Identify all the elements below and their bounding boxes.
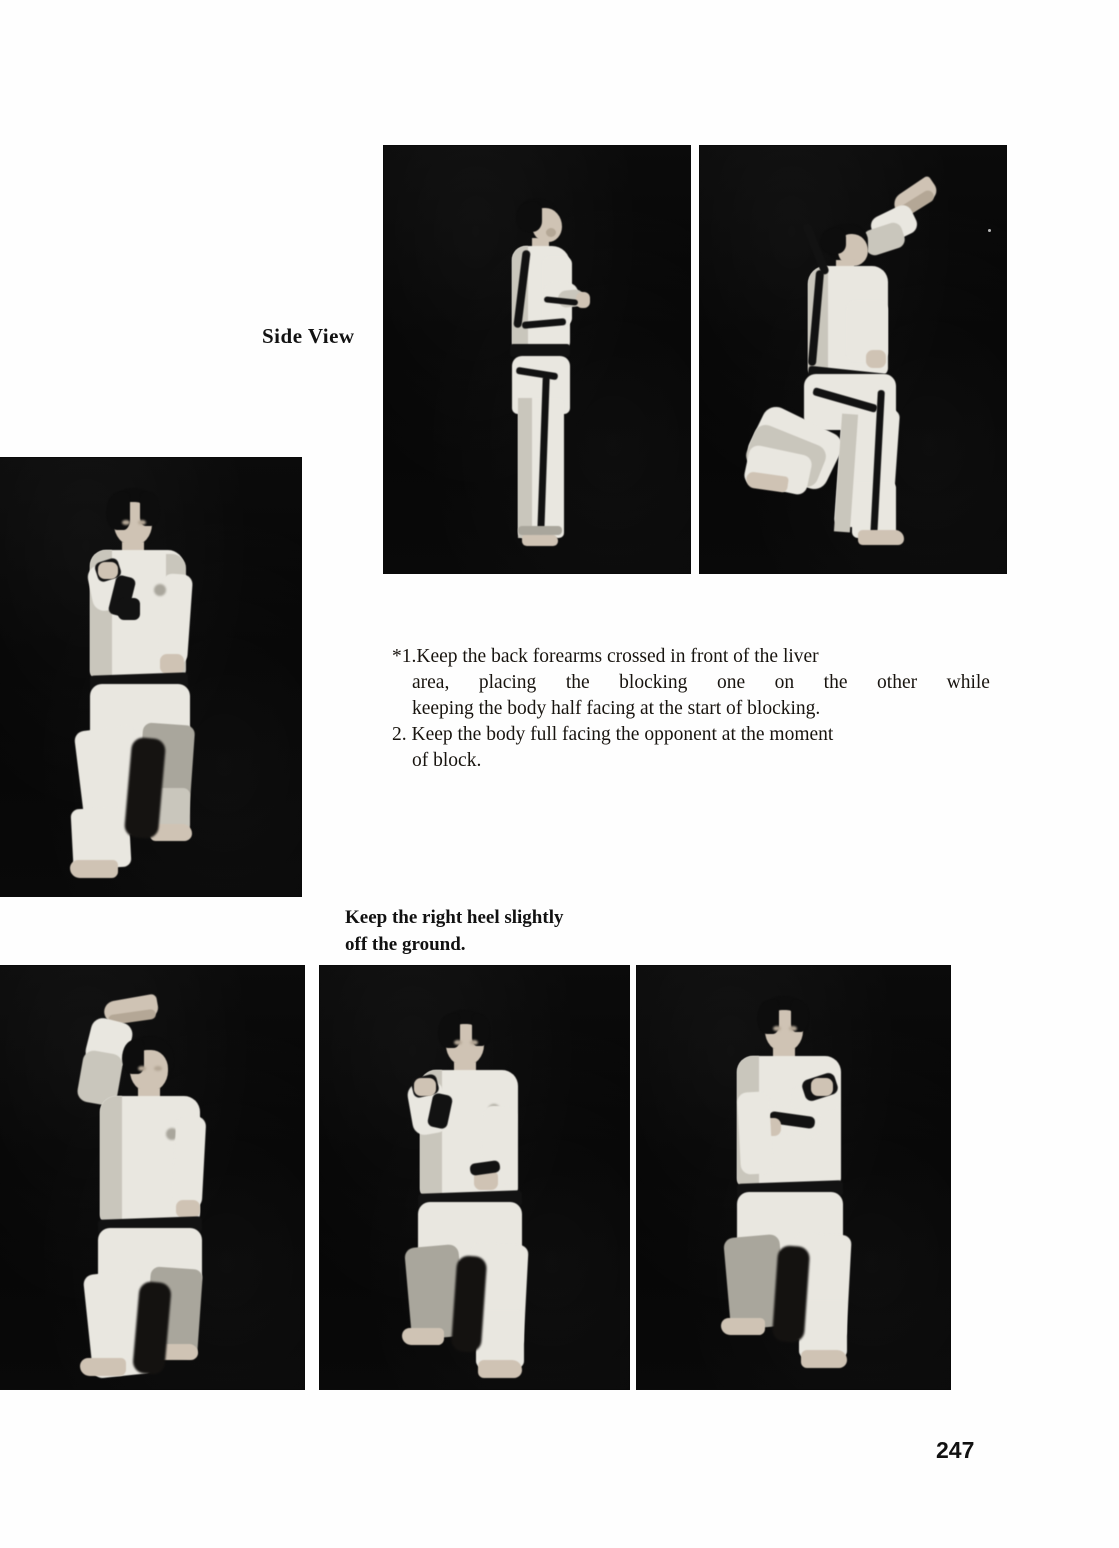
photo-front-view-large (0, 458, 301, 896)
note-word: blocking (619, 672, 688, 693)
dust-speck (988, 229, 991, 232)
figure-front-view (56, 488, 246, 888)
photo-side-view-block (700, 146, 1006, 573)
note-line-3: keeping the body half facing at the start of blocking. (412, 698, 821, 719)
note-line-4: 2. Keep the body full facing the opponent at the moment (392, 724, 834, 745)
note-word: placing (478, 672, 537, 693)
page-number: 247 (936, 1437, 975, 1463)
instruction-notes (392, 644, 992, 774)
note-word: one (716, 672, 746, 693)
note-line-2 (392, 670, 990, 696)
side-view-label: Side View (262, 324, 355, 348)
heel-caption-line-1: Keep the right heel slightly (345, 907, 564, 928)
note-word: the (565, 672, 590, 693)
heel-caption-line-2: off the ground. (345, 934, 466, 955)
note-word: area, (412, 672, 450, 693)
note-line-1: *1.Keep the back forearms crossed in front of the liver (392, 646, 819, 667)
photo-side-view-ready (384, 146, 690, 573)
figure-side-view-ready (482, 198, 612, 546)
note-word: on (774, 672, 795, 693)
photo-sequence-step-2 (320, 966, 629, 1389)
photo-sequence-step-3 (637, 966, 950, 1389)
figure-sequence-2 (386, 1010, 576, 1382)
note-word: while (946, 672, 990, 693)
photo-sequence-step-1 (0, 966, 304, 1389)
figure-sequence-3 (707, 996, 907, 1382)
note-line-5: of block. (412, 750, 482, 771)
note-word: the (823, 672, 848, 693)
figure-side-view-block (746, 182, 976, 552)
note-word: other (877, 672, 918, 693)
heel-caption (345, 904, 563, 958)
figure-sequence-1 (50, 992, 250, 1380)
